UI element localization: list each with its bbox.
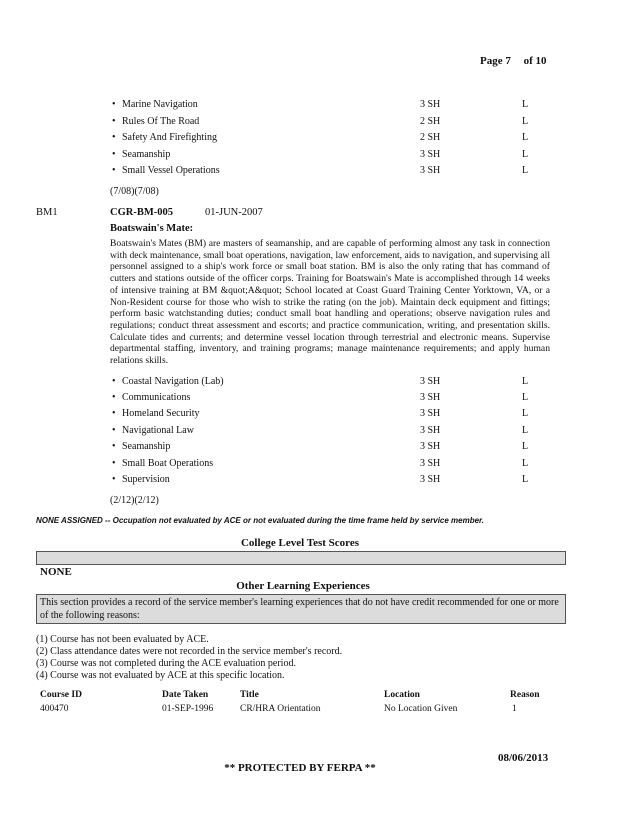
list-item: • Navigational Law 3 SH L	[112, 425, 529, 436]
bullet: •	[112, 165, 116, 176]
page-label: Page 7	[480, 55, 511, 67]
list-item: • Communications 3 SH L	[112, 392, 529, 403]
list-item: • Small Boat Operations 3 SH L	[112, 458, 529, 469]
course-title: Boatswain's Mate:	[110, 223, 194, 234]
course1-dates: (7/08)(7/08)	[110, 186, 159, 197]
rating-code: BM1	[36, 207, 58, 218]
cell-title: CR/HRA Orientation	[240, 704, 321, 714]
cell-date-taken: 01-SEP-1996	[162, 704, 214, 714]
bullet: •	[112, 458, 116, 469]
ferpa-notice: ** PROTECTED BY FERPA **	[224, 762, 376, 774]
reason-item: (2) Class attendance dates were not recorded in the service member's record.	[36, 646, 343, 657]
course2-dates: (2/12)(2/12)	[110, 495, 159, 506]
page-of-label: of 10	[523, 55, 547, 67]
bullet: •	[112, 474, 116, 485]
list-item: • Homeland Security 3 SH L	[112, 408, 529, 419]
other-intro-box	[36, 594, 566, 624]
bullet: •	[112, 132, 116, 143]
bullet: •	[112, 116, 116, 127]
other-intro: This section provides a record of the service member's learning experiences that do not have credit recommended for one or more of the following reasons:	[40, 597, 559, 621]
list-item: • Safety And Firefighting 2 SH L	[112, 132, 529, 143]
col-header-location: Location	[384, 690, 420, 700]
bullet: •	[112, 392, 116, 403]
none-assigned-note: NONE ASSIGNED -- Occupation not evaluated by ACE or not evaluated during the time frame held by service member.	[36, 516, 484, 525]
clep-bar	[36, 551, 566, 565]
course-date: 01-JUN-2007	[205, 207, 263, 218]
list-item: • Supervision 3 SH L	[112, 474, 529, 485]
page-number	[480, 55, 547, 69]
bullet: •	[112, 149, 116, 160]
col-header-course-id: Course ID	[40, 690, 82, 700]
course-code: CGR-BM-005	[110, 207, 173, 218]
footer-date: 08/06/2013	[498, 752, 549, 764]
col-header-title: Title	[240, 690, 259, 700]
clep-value: NONE	[40, 566, 72, 578]
clep-heading: College Level Test Scores	[240, 537, 360, 549]
reason-item: (1) Course has not been evaluated by ACE.	[36, 634, 209, 645]
course-description: Boatswain's Mates (BM) are masters of seamanship, and are capable of performing almost any task in connection with deck maintenance, small boat operations, navigation, law enforcement, aids to navigation, and supervising all personnel assigned to a ship's work force or small boat station. BM is also the only rating that has command of cutters and stations outside of the officer corps. Training for Boatswain's Mate is accomplished through 14 weeks of intensive training at BM &quot;A&quot; School located at Coast Guard Training Center Yorktown, VA, or a Non-Resident course for those who wish to strike the rating (on the job). Maintain deck equipment and fittings; perform basic watchstanding duties; conduct small boat handling and operations; observe navigation rules and regulations; conduct threat assessment and escorts; and practice communication, writing, and presentation skills. Calculate tides and currents; and determine vessel location through terrestrial and electronic means. Supervise departmental staffing, inventory, and training programs; manage maintenance requirements; and apply human relations skills.	[110, 238, 550, 367]
bullet: •	[112, 99, 116, 110]
reason-item: (3) Course was not completed during the ACE evaluation period.	[36, 658, 296, 669]
list-item: • Seamanship 3 SH L	[112, 149, 529, 160]
list-item: • Small Vessel Operations 3 SH L	[112, 165, 529, 176]
bullet: •	[112, 425, 116, 436]
cell-reason: 1	[512, 704, 517, 714]
bullet: •	[112, 408, 116, 419]
cell-location: No Location Given	[384, 704, 458, 714]
bullet: •	[112, 441, 116, 452]
list-item: • Rules Of The Road 2 SH L	[112, 116, 529, 127]
other-heading: Other Learning Experiences	[236, 580, 370, 592]
list-item: • Coastal Navigation (Lab) 3 SH L	[112, 376, 529, 387]
list-item: • Seamanship 3 SH L	[112, 441, 529, 452]
cell-course-id: 400470	[40, 704, 69, 714]
col-header-date-taken: Date Taken	[162, 690, 209, 700]
bullet: •	[112, 376, 116, 387]
reason-item: (4) Course was not evaluated by ACE at this specific location.	[36, 670, 285, 681]
list-item: • Marine Navigation 3 SH L	[112, 99, 529, 110]
col-header-reason: Reason	[510, 690, 540, 700]
